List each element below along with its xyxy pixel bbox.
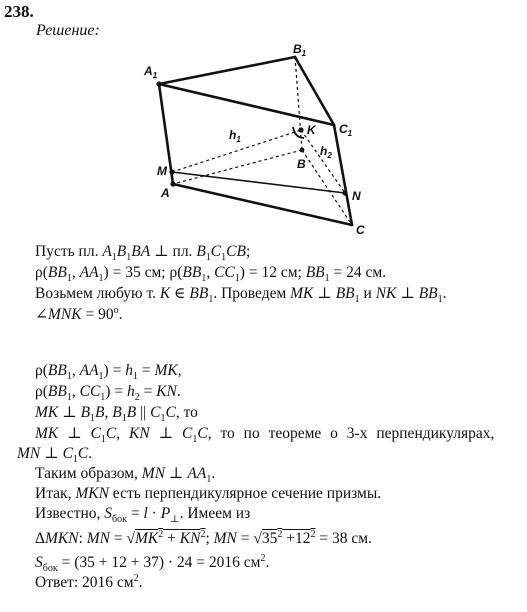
solution-label: Решение: xyxy=(36,22,100,39)
text-line-12: Известно, $S_{бок} = l \cdot P_\perp$. Имеем из xyxy=(35,505,251,526)
label-a: A xyxy=(161,186,170,200)
text-line-11: Итак, MKN есть перпендикулярное сечение призмы. xyxy=(35,485,382,502)
point-m xyxy=(169,169,174,174)
text-line-5: $\rho(BB_1$, $AA_1) = h_1$ = MK, xyxy=(35,362,182,383)
text-line-6: $\rho(BB_1$, $CC_1) = h_2$ = KN. xyxy=(35,383,181,404)
label-b1: $B_1$ xyxy=(293,42,307,58)
edge-a1-b1 xyxy=(159,57,295,84)
text-line-14: $S_{бок} = (35 + 12 + 37) \cdot 24 = 2016$ $см^2$. xyxy=(35,552,270,575)
edge-a1-c1 xyxy=(159,84,334,125)
text-line-10: Таким образом, MN ⊥ $AA_1$. xyxy=(35,465,216,486)
text-line-3: Возьмем любую т. K ∈ $BB_1$. Проведем MK ⊥ $BB_1$ и NK ⊥ $BB_1$. xyxy=(35,285,447,306)
text-line-1: Пусть пл. $A_1B_1BA$ ⊥ пл. $B_1C_1CB$; xyxy=(35,243,251,264)
edge-c1-c xyxy=(334,125,352,225)
point-a1 xyxy=(156,81,161,86)
point-a xyxy=(170,181,175,186)
label-h1: $h_1$ xyxy=(229,128,241,144)
section-k-n xyxy=(301,130,345,193)
text-line-4: ∠MNK = 90$^o$. xyxy=(35,304,123,323)
label-b: B xyxy=(297,157,306,171)
label-m: M xyxy=(157,164,167,178)
text-line-9: MN ⊥ $C_1C$. xyxy=(17,445,93,466)
label-n: N xyxy=(352,189,361,203)
text-line-7: MK ⊥ $B_1B$, $B_1B$ || $C_1C$, то xyxy=(35,404,198,425)
edge-b-a xyxy=(173,150,302,184)
point-k xyxy=(298,127,303,132)
edge-b1-c1 xyxy=(295,57,334,125)
text-line-2: $\rho(BB_1$, $AA_1) = 35$ см; $\rho(BB_1$, $CC_1) = 12$ см; $BB_1 = 24$ см. xyxy=(35,264,387,285)
label-c1: $C_1$ xyxy=(339,122,353,138)
label-a1: $A_1$ xyxy=(144,64,158,80)
label-k: K xyxy=(307,123,316,137)
point-n xyxy=(342,190,347,195)
text-line-13: ΔMKN: MN = $√MK^2 + KN^2$; MN = $√35^2 +12^2 = 38$ см. xyxy=(35,528,372,547)
prism-figure xyxy=(0,0,527,240)
label-c: C xyxy=(356,223,365,237)
label-h2: $h_2$ xyxy=(320,144,332,160)
problem-number: 238. xyxy=(4,2,34,21)
text-line-15: Ответ: 2016 $см^2$. xyxy=(35,572,143,591)
text-line-8: MK ⊥ $C_1C$, KN ⊥ $C_1C$, то по теореме о 3-х перпендикулярах, xyxy=(35,425,495,446)
point-b xyxy=(300,148,305,153)
